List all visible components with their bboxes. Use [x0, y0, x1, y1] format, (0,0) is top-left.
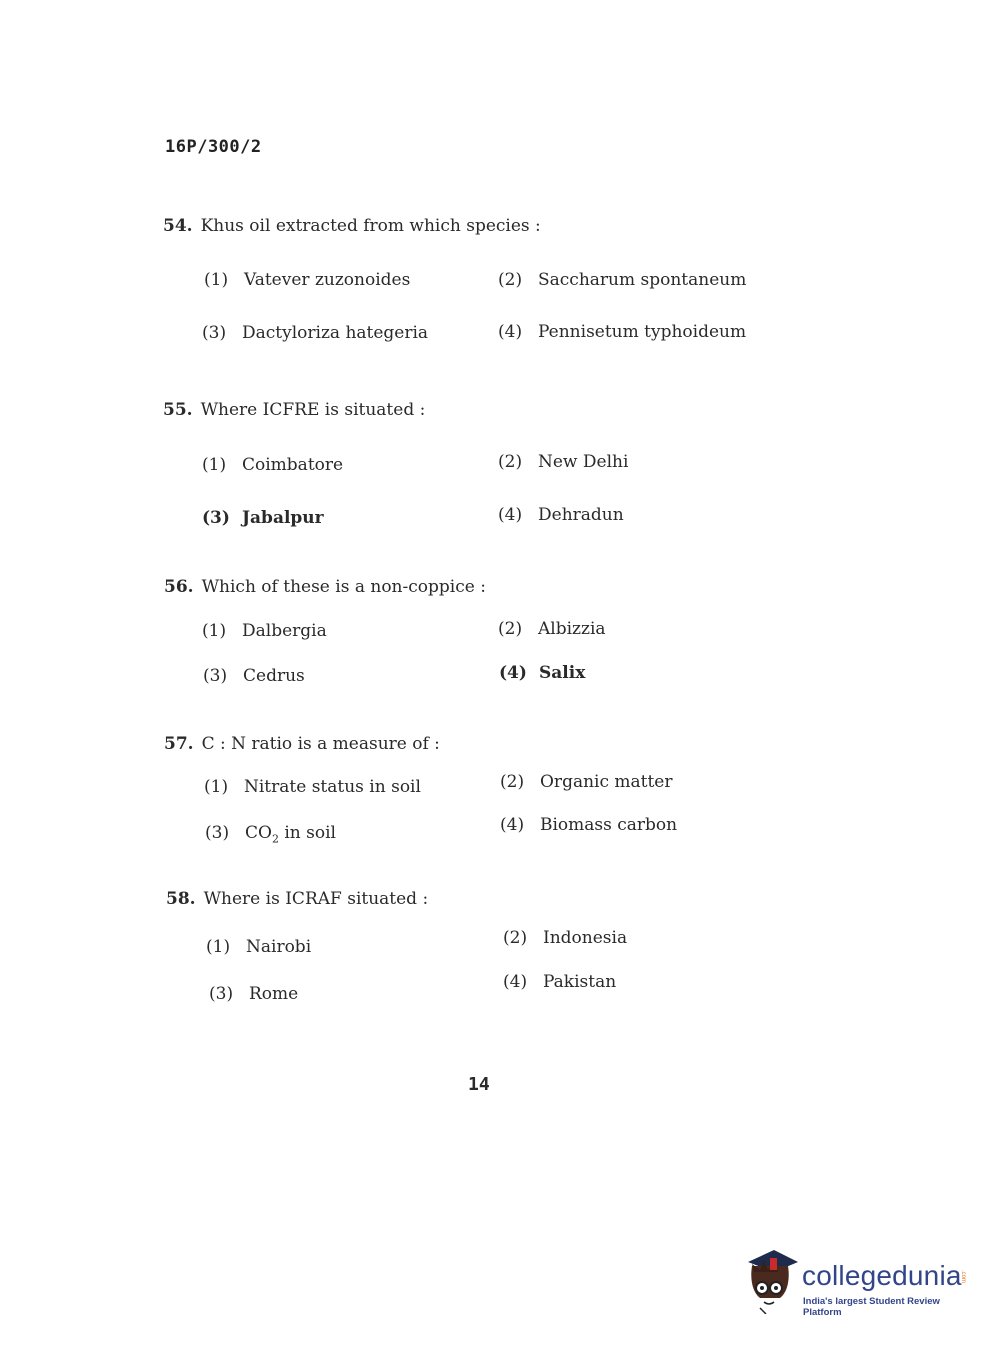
- option: [503, 928, 627, 948]
- option-text: Jabalpur: [242, 508, 324, 528]
- option-text: New Delhi: [538, 452, 629, 472]
- option: [204, 270, 410, 290]
- option-number: (3): [203, 666, 228, 686]
- option: [498, 322, 746, 342]
- question-55: [163, 400, 425, 420]
- option-text: CO: [245, 823, 272, 843]
- option-number: (2): [503, 928, 528, 948]
- option-number: (4): [499, 663, 527, 683]
- option-text: Nitrate status in soil: [244, 777, 421, 797]
- question-number: 57.: [164, 734, 194, 754]
- option-number: (3): [202, 508, 230, 528]
- option-text-rest: in soil: [278, 823, 336, 843]
- option: [498, 452, 628, 472]
- option: [503, 972, 616, 992]
- option-number: (1): [202, 455, 227, 475]
- brand-name: collegedunia: [802, 1260, 962, 1291]
- subscript: 2: [271, 832, 279, 846]
- option-text: Cedrus: [243, 666, 305, 686]
- paper-code: 16P/300/2: [165, 137, 262, 157]
- option: [498, 270, 746, 290]
- mascot-icon: [742, 1248, 800, 1314]
- option-number: (2): [498, 452, 523, 472]
- option-text: Indonesia: [543, 928, 628, 948]
- collegedunia-watermark: [742, 1248, 977, 1318]
- option: [500, 772, 673, 792]
- option-text: Salix: [539, 663, 586, 683]
- option: [202, 508, 324, 528]
- option-number: (4): [498, 322, 523, 342]
- question-58: [166, 889, 428, 909]
- option-text: Organic matter: [540, 772, 673, 792]
- option-text: Dalbergia: [242, 621, 327, 641]
- option-number: (4): [498, 505, 523, 525]
- option-number: (2): [500, 772, 525, 792]
- option: [498, 619, 606, 639]
- option-text: Dehradun: [538, 505, 624, 525]
- question-text: Which of these is a non-coppice :: [201, 577, 486, 597]
- option-number: (2): [498, 619, 523, 639]
- brand-tagline: India's largest Student Review Platform: [803, 1296, 940, 1318]
- option-number: (3): [205, 823, 230, 843]
- option-text: Nairobi: [246, 937, 312, 957]
- option-text: Coimbatore: [242, 455, 344, 475]
- question-text: Khus oil extracted from which species :: [200, 216, 541, 236]
- option: [202, 455, 343, 475]
- option-number: (4): [503, 972, 528, 992]
- option: [205, 823, 336, 845]
- question-text: Where is ICRAF situated :: [203, 889, 429, 909]
- option-number: (1): [202, 621, 227, 641]
- option-number: (2): [498, 270, 523, 290]
- option-number: (1): [206, 937, 231, 957]
- option-number: (3): [209, 984, 234, 1004]
- option: [204, 777, 421, 797]
- question-54: [163, 216, 541, 236]
- option-text: Saccharum spontaneum: [538, 270, 747, 290]
- option-number: (4): [500, 815, 525, 835]
- question-number: 56.: [164, 577, 194, 597]
- page-number: 14: [468, 1074, 490, 1095]
- question-number: 54.: [163, 216, 193, 236]
- option: [209, 984, 298, 1004]
- option: [202, 323, 428, 343]
- option-text: Albizzia: [538, 619, 606, 639]
- question-57: [164, 734, 440, 754]
- option: [206, 937, 311, 957]
- option-text: Rome: [249, 984, 299, 1004]
- brand-suffix: .com: [960, 1270, 966, 1284]
- option-text: Dactyloriza hategeria: [242, 323, 429, 343]
- option-text: Pakistan: [543, 972, 617, 992]
- option: [498, 505, 624, 525]
- option: [499, 663, 585, 683]
- option-number: (3): [202, 323, 227, 343]
- question-56: [164, 577, 486, 597]
- option-number: (1): [204, 777, 229, 797]
- option: [202, 621, 327, 641]
- question-number: 58.: [166, 889, 196, 909]
- option-text: Biomass carbon: [540, 815, 678, 835]
- question-number: 55.: [163, 400, 193, 420]
- question-text: C : N ratio is a measure of :: [201, 734, 440, 754]
- option-text: Pennisetum typhoideum: [538, 322, 747, 342]
- option-number: (1): [204, 270, 229, 290]
- option: [500, 815, 677, 835]
- option: [203, 666, 305, 686]
- option-text: Vatever zuzonoides: [244, 270, 411, 290]
- question-text: Where ICFRE is situated :: [200, 400, 426, 420]
